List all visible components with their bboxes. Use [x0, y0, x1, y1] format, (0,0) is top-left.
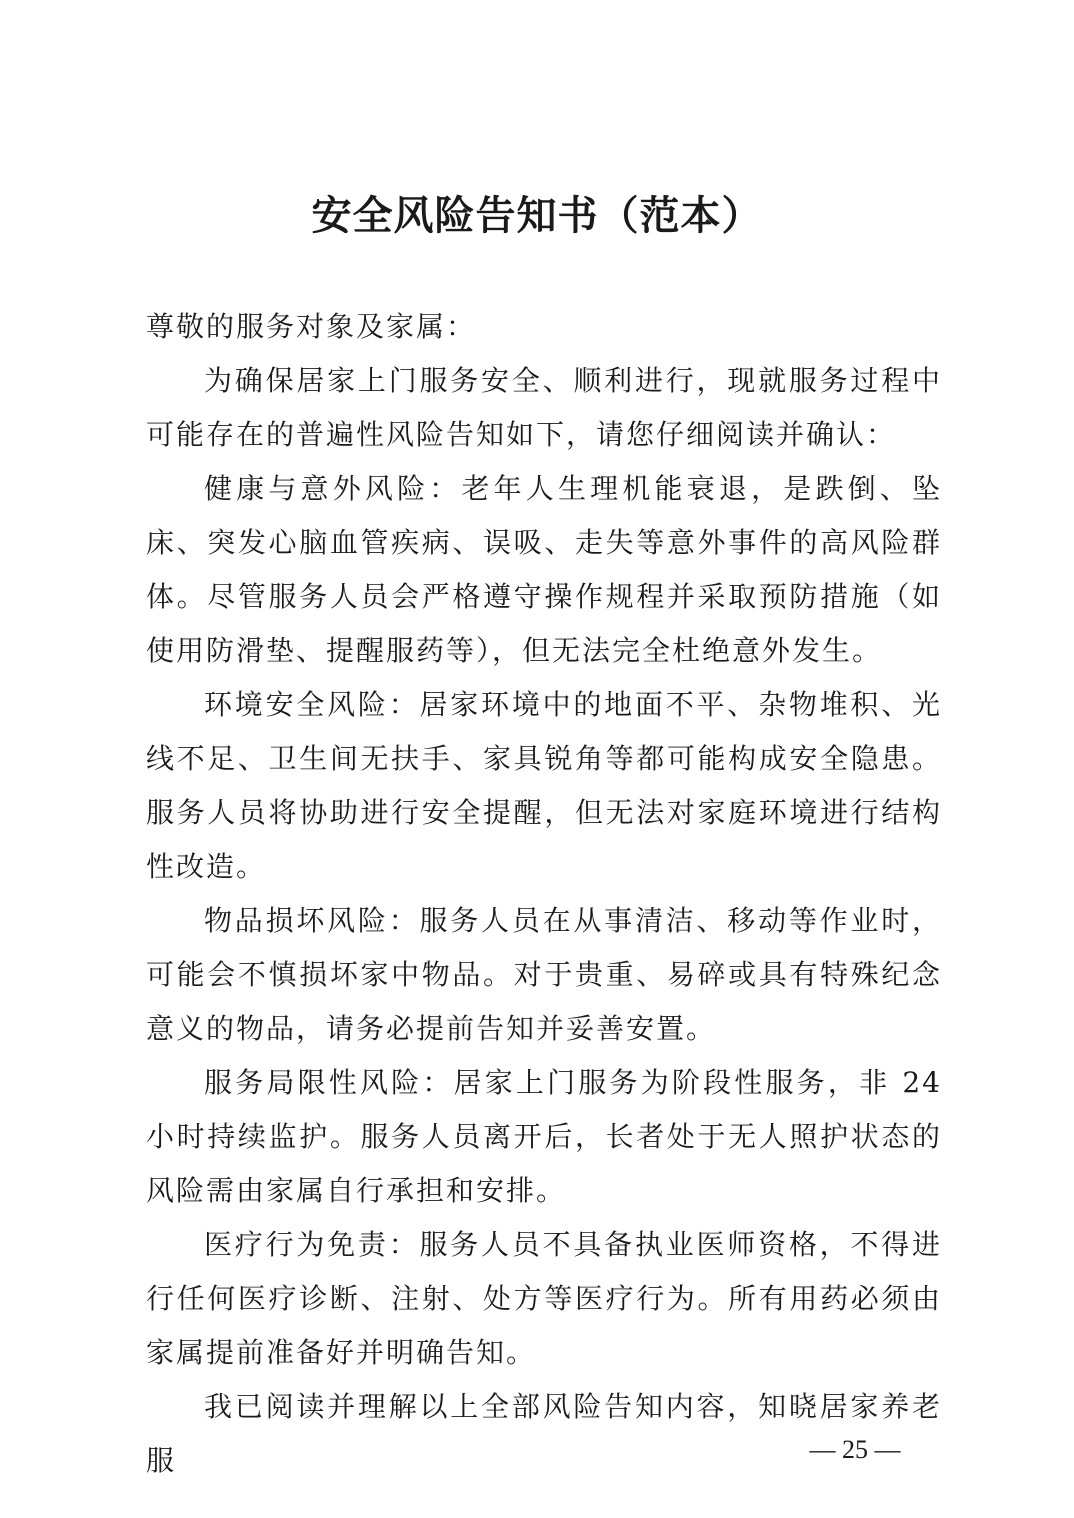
paragraph-acknowledgement: 我已阅读并理解以上全部风险告知内容，知晓居家养老服 — [146, 1390, 942, 1477]
page-number: — 25 — — [809, 1435, 901, 1464]
paragraph-medical-disclaimer: 医疗行为免责：服务人员不具备执业医师资格，不得进行任何医疗诊断、注射、处方等医疗行为。所有用药必须由家属提前准备好并明确告知。 — [146, 1228, 942, 1369]
paragraph-property-risk: 物品损坏风险：服务人员在从事清洁、移动等作业时，可能会不慎损坏家中物品。对于贵重、易碎或具有特殊纪念意义的物品，请务必提前告知并妥善安置。 — [146, 904, 942, 1045]
paragraph-health-risk: 健康与意外风险：老年人生理机能衰退，是跌倒、坠床、突发心脑血管疾病、误吸、走失等意外事件的高风险群体。尽管服务人员会严格遵守操作规程并采取预防措施（如使用防滑垫、提醒服药等），但无法完全杜绝意外发生。 — [146, 472, 942, 667]
paragraph-environment-risk: 环境安全风险：居家环境中的地面不平、杂物堆积、光线不足、卫生间无扶手、家具锐角等都可能构成安全隐患。服务人员将协助进行安全提醒，但无法对家庭环境进行结构性改造。 — [146, 688, 942, 883]
document-title: 安全风险告知书（范本） — [311, 192, 763, 239]
salutation: 尊敬的服务对象及家属： — [146, 310, 477, 343]
paragraph-intro: 为确保居家上门服务安全、顺利进行，现就服务过程中可能存在的普遍性风险告知如下，请您仔细阅读并确认： — [146, 364, 942, 451]
document-body — [146, 300, 942, 1488]
paragraph-service-limitation-risk: 服务局限性风险：居家上门服务为阶段性服务，非 24 小时持续监护。服务人员离开后，长者处于无人照护状态的风险需由家属自行承担和安排。 — [146, 1066, 942, 1207]
